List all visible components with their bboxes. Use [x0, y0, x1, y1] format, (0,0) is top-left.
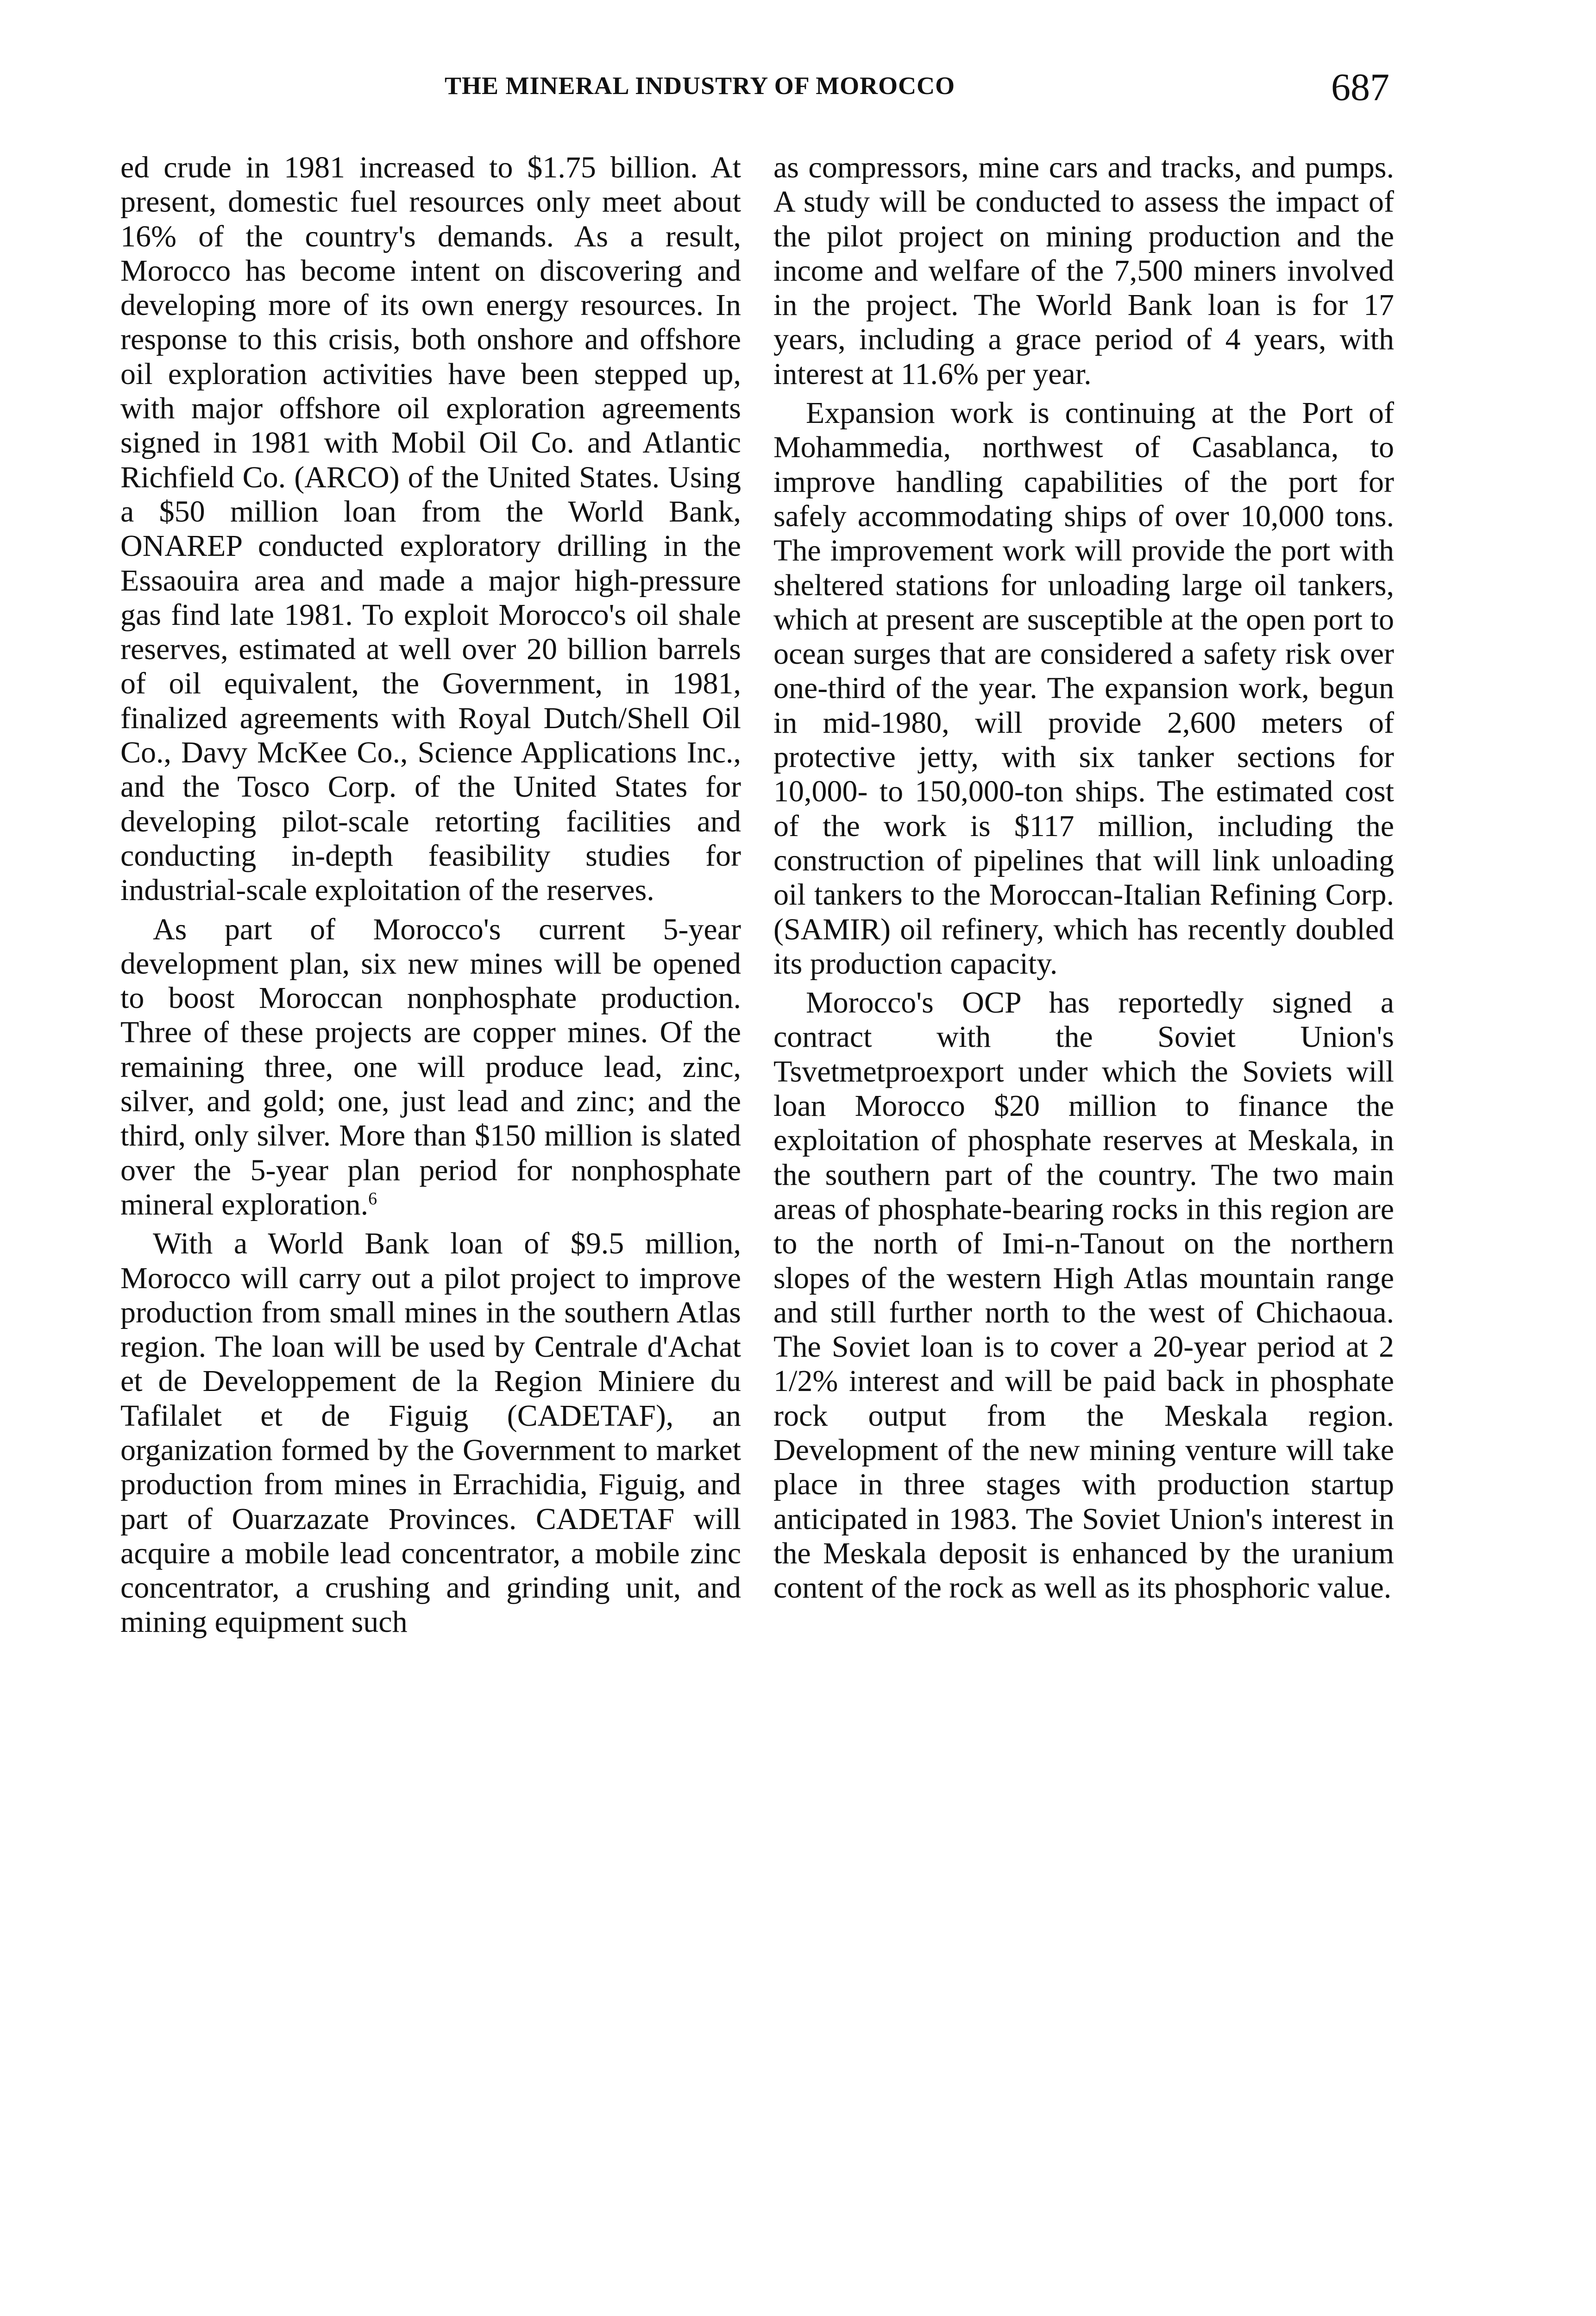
paragraph-oil-exploration: ed crude in 1981 increased to $1.75 billion. At present, domestic fuel resources only meet about 16% of the country's demands. As a result, Morocco has become intent on discovering and developing more of its own energy resources. In response to this crisis, both onshore and offshore oil exploration activities have been stepped up, with major offshore oil exploration agreements signed in 1981 with Mobil Oil Co. and Atlantic Richfield Co. (ARCO) of the United States. Using a $50 million loan from the World Bank, ONAREP conducted exploratory drilling in the Essaouira area and made a major high-pressure gas find late 1981. To exploit Morocco's oil shale reserves, estimated at well over 20 billion barrels of oil equivalent, the Government, in 1981, finalized agreements with Royal Dutch/Shell Oil Co., Davy McKee Co., Science Applications Inc., and the Tosco Corp. of the United States for developing pilot-scale retorting facilities and conducting in-depth feasibility studies for industrial-scale exploitation of the reserves.: [120, 151, 741, 907]
paragraph-pilot-project: as compressors, mine cars and tracks, and pumps. A study will be conducted to assess the impact of the pilot project on mining production and the income and welfare of the 7,500 miners involved in the project. The World Bank loan is for 17 years, including a grace period of 4 years, with interest at 11.6% per year.: [773, 151, 1394, 391]
page-number: 687: [1331, 66, 1389, 109]
paragraph-port-expansion: Expansion work is continuing at the Port of Mohammedia, northwest of Casablanca, to improve handling capabilities of the port for safely accommodating ships of over 10,000 tons. The improvement work will provide the port with sheltered stations for unloading large oil tankers, which at present are susceptible at the open port to ocean surges that are considered a safety risk over one-third of the year. The expansion work, begun in mid-1980, will provide 2,600 meters of protective jetty, with six tanker sections for 10,000- to 150,000-ton ships. The estimated cost of the work is $117 million, including the construction of pipelines that will link unloading oil tankers to the Moroccan-Italian Refining Corp. (SAMIR) oil refinery, which has recently doubled its production capacity.: [773, 396, 1394, 981]
paragraph-ocp-soviet-contract: Morocco's OCP has reportedly signed a contract with the Soviet Union's Tsvetmetproexport under which the Soviets will loan Morocco $20 million to finance the exploitation of phosphate reserves at Meskala, in the southern part of the country. The two main areas of phosphate-bearing rocks in this region are to the north of Imi-n-Tanout on the northern slopes of the western High Atlas mountain range and still further north to the west of Chichaoua. The Soviet loan is to cover a 20-year period at 2 1/2% interest and will be paid back in phosphate rock output from the Meskala region. Development of the new mining venture will take place in three stages with production startup anticipated in 1983. The Soviet Union's interest in the Meskala deposit is enhanced by the uranium content of the rock as well as its phosphoric value.: [773, 986, 1394, 1605]
footnote-marker: 6: [368, 1189, 377, 1208]
page-header: [120, 65, 1389, 116]
paragraph-development-plan-text: As part of Morocco's current 5-year development plan, six new mines will be opened to boost Moroccan nonphosphate production. Three of these projects are copper mines. Of the remaining three, one will produce lead, zinc, silver, and gold; one, just lead and zinc; and the third, only silver. More than $150 million is slated over the 5-year plan period for nonphosphate mineral exploration.: [120, 912, 741, 1221]
paragraph-development-plan: [120, 913, 741, 1222]
right-column: [773, 151, 1394, 1610]
running-title: THE MINERAL INDUSTRY OF MOROCCO: [445, 72, 955, 100]
paragraph-world-bank-loan: With a World Bank loan of $9.5 million, Morocco will carry out a pilot project to improve production from small mines in the southern Atlas region. The loan will be used by Centrale d'Achat et de Developpement de la Region Miniere du Tafilalet et de Figuig (CADETAF), an organization formed by the Government to market production from mines in Errachidia, Figuig, and part of Ouarzazate Provinces. CADETAF will acquire a mobile lead concentrator, a mobile zinc concentrator, a crushing and grinding unit, and mining equipment such: [120, 1227, 741, 1639]
left-column: [120, 151, 741, 1644]
